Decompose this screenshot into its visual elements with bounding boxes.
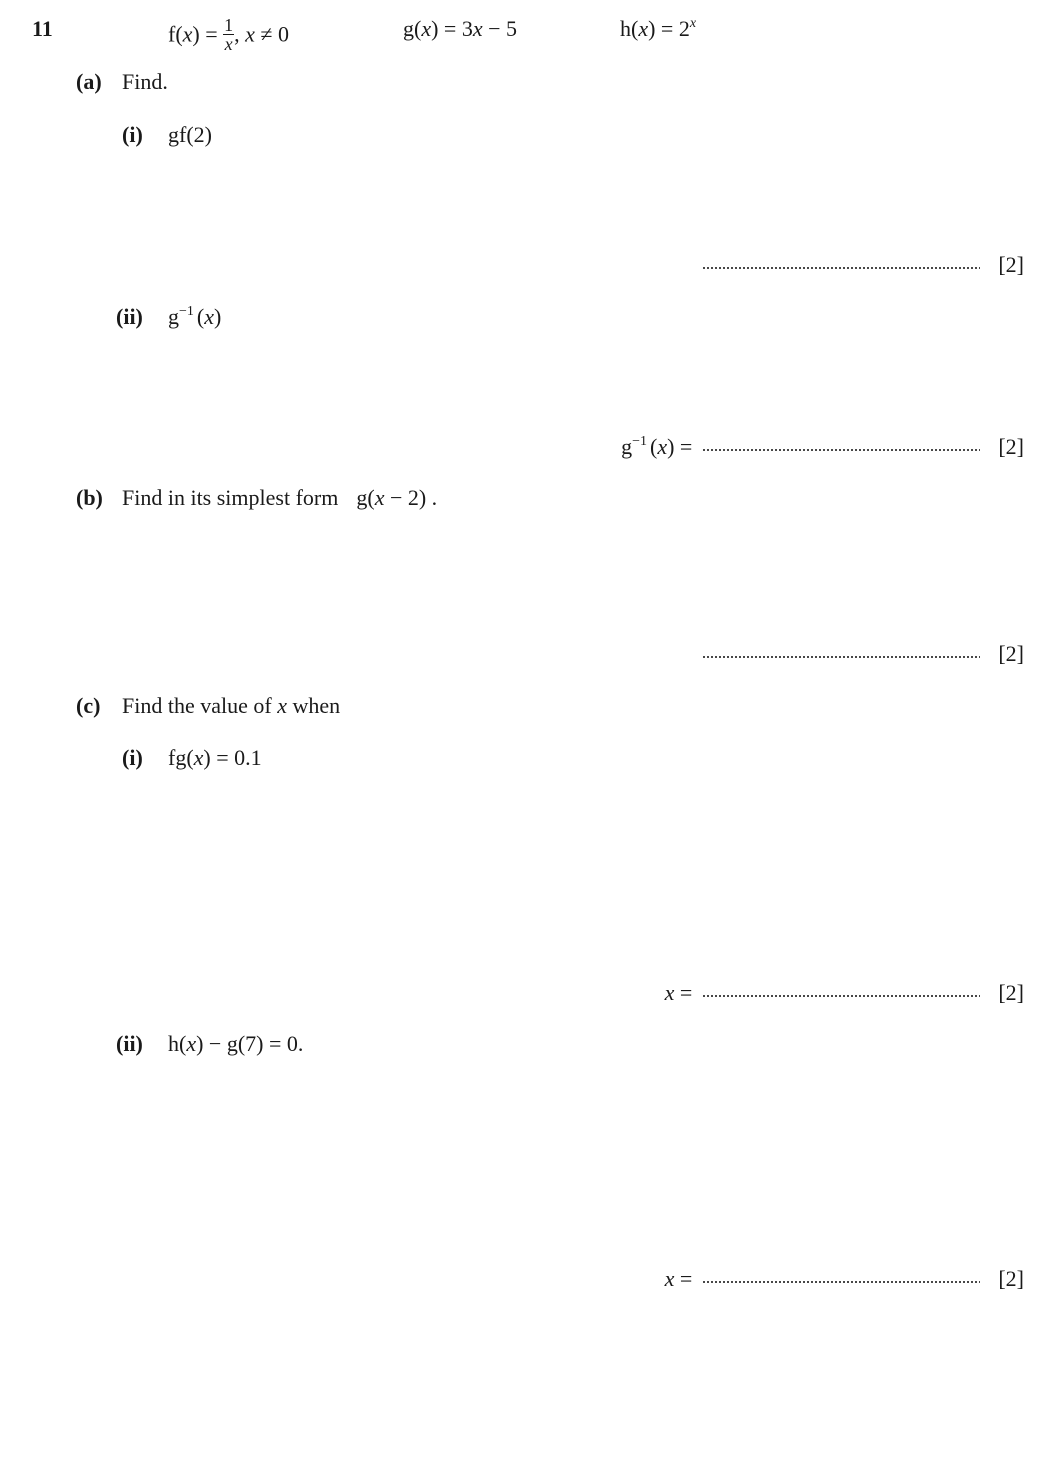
answer-line-b (702, 643, 1024, 665)
a-ii-close: ) (214, 304, 222, 329)
part-a-ii-label: (ii) (116, 304, 143, 329)
f-fraction (223, 16, 234, 53)
part-b-expr-pre: g( (356, 485, 375, 510)
answer-line-a-i (702, 254, 1024, 276)
part-b-expr-post: − 2) . (384, 485, 438, 510)
answer-line-c-ii (665, 1268, 1024, 1290)
g-eq: ) = 3 (431, 16, 473, 41)
f-eq: ) = (192, 21, 224, 47)
marks-a-i: [2] (998, 252, 1024, 277)
answer-prefix-c-ii (665, 1268, 693, 1290)
part-a-i-expression: gf(2) (168, 122, 212, 147)
a-ii-exponent: −1 (179, 304, 194, 319)
part-c-text (122, 695, 340, 717)
f-comma: , (234, 21, 246, 47)
marks-c-i: [2] (998, 980, 1024, 1005)
h-lhs: h( (620, 16, 639, 41)
g-var2: x (472, 16, 483, 41)
f-condition: ≠ 0 (254, 21, 289, 47)
a-ii-ans-close: ) = (667, 434, 693, 459)
part-c-text-post: when (286, 693, 341, 718)
part-c-text-pre: Find the value of (122, 693, 278, 718)
h-var: x (638, 16, 649, 41)
g-lhs: g( (403, 16, 422, 41)
a-ii-ans-exponent: −1 (632, 434, 648, 449)
f-var: x (182, 21, 193, 47)
part-a-text: Find. (122, 69, 168, 94)
answer-line-a-ii (621, 436, 1024, 458)
function-g-definition (403, 18, 517, 40)
answer-field-c-i[interactable] (702, 994, 980, 998)
g-var: x (421, 16, 432, 41)
part-c-ii-label: (ii) (116, 1031, 143, 1056)
h-exponent: x (689, 16, 697, 31)
part-b-text (122, 487, 437, 509)
answer-line-c-i (665, 982, 1024, 1004)
part-c-label: (c) (76, 693, 101, 718)
c-ii-ans-eq: = (674, 1266, 693, 1291)
a-ii-open: ( (196, 304, 205, 329)
c-i-expr-post: ) = 0.1 (203, 745, 262, 770)
part-b-instruction: Find in its simplest form (122, 485, 339, 510)
c-i-expr-pre: fg( (168, 745, 194, 770)
c-i-ans-eq: = (674, 980, 693, 1005)
c-ii-ans-var: x (664, 1266, 675, 1291)
part-a-i-label: (i) (122, 122, 143, 147)
part-a-ii-expression (168, 306, 221, 328)
part-b-expr-var: x (374, 485, 385, 510)
part-c-ii-expression (168, 1033, 303, 1055)
c-ii-expr-var: x (186, 1031, 197, 1056)
marks-b: [2] (998, 641, 1024, 666)
part-b-label: (b) (76, 485, 103, 510)
a-ii-ans-open: ( (650, 434, 658, 459)
f-lhs: f( (168, 21, 183, 47)
part-a-label: (a) (76, 69, 102, 94)
c-i-ans-var: x (664, 980, 675, 1005)
part-c-i-expression (168, 747, 262, 769)
c-ii-expr-pre: h( (168, 1031, 187, 1056)
f-cond-var: x (245, 21, 255, 47)
c-i-expr-var: x (193, 745, 204, 770)
marks-a-ii: [2] (998, 434, 1024, 459)
a-ii-ans-g: g (621, 434, 633, 459)
answer-field-c-ii[interactable] (702, 1280, 980, 1284)
part-c-text-var: x (277, 693, 287, 718)
part-c-i-label: (i) (122, 745, 143, 770)
a-ii-var: x (204, 304, 214, 329)
h-eq: ) = 2 (648, 16, 690, 41)
function-h-definition (620, 18, 696, 40)
answer-prefix-a-ii (621, 436, 692, 458)
c-ii-expr-post: ) − g(7) = 0. (196, 1031, 304, 1056)
marks-c-ii: [2] (998, 1266, 1024, 1291)
a-ii-ans-var: x (657, 434, 668, 459)
f-denominator: x (224, 34, 233, 54)
f-numerator: 1 (224, 15, 234, 35)
question-number: 11 (32, 16, 53, 41)
function-f-definition (168, 15, 289, 55)
a-ii-g: g (168, 304, 179, 329)
answer-prefix-c-i (665, 982, 693, 1004)
answer-field-a-ii[interactable] (702, 448, 980, 452)
g-tail: − 5 (482, 16, 518, 41)
answer-field-a-i[interactable] (702, 266, 980, 270)
answer-field-b[interactable] (702, 655, 980, 659)
